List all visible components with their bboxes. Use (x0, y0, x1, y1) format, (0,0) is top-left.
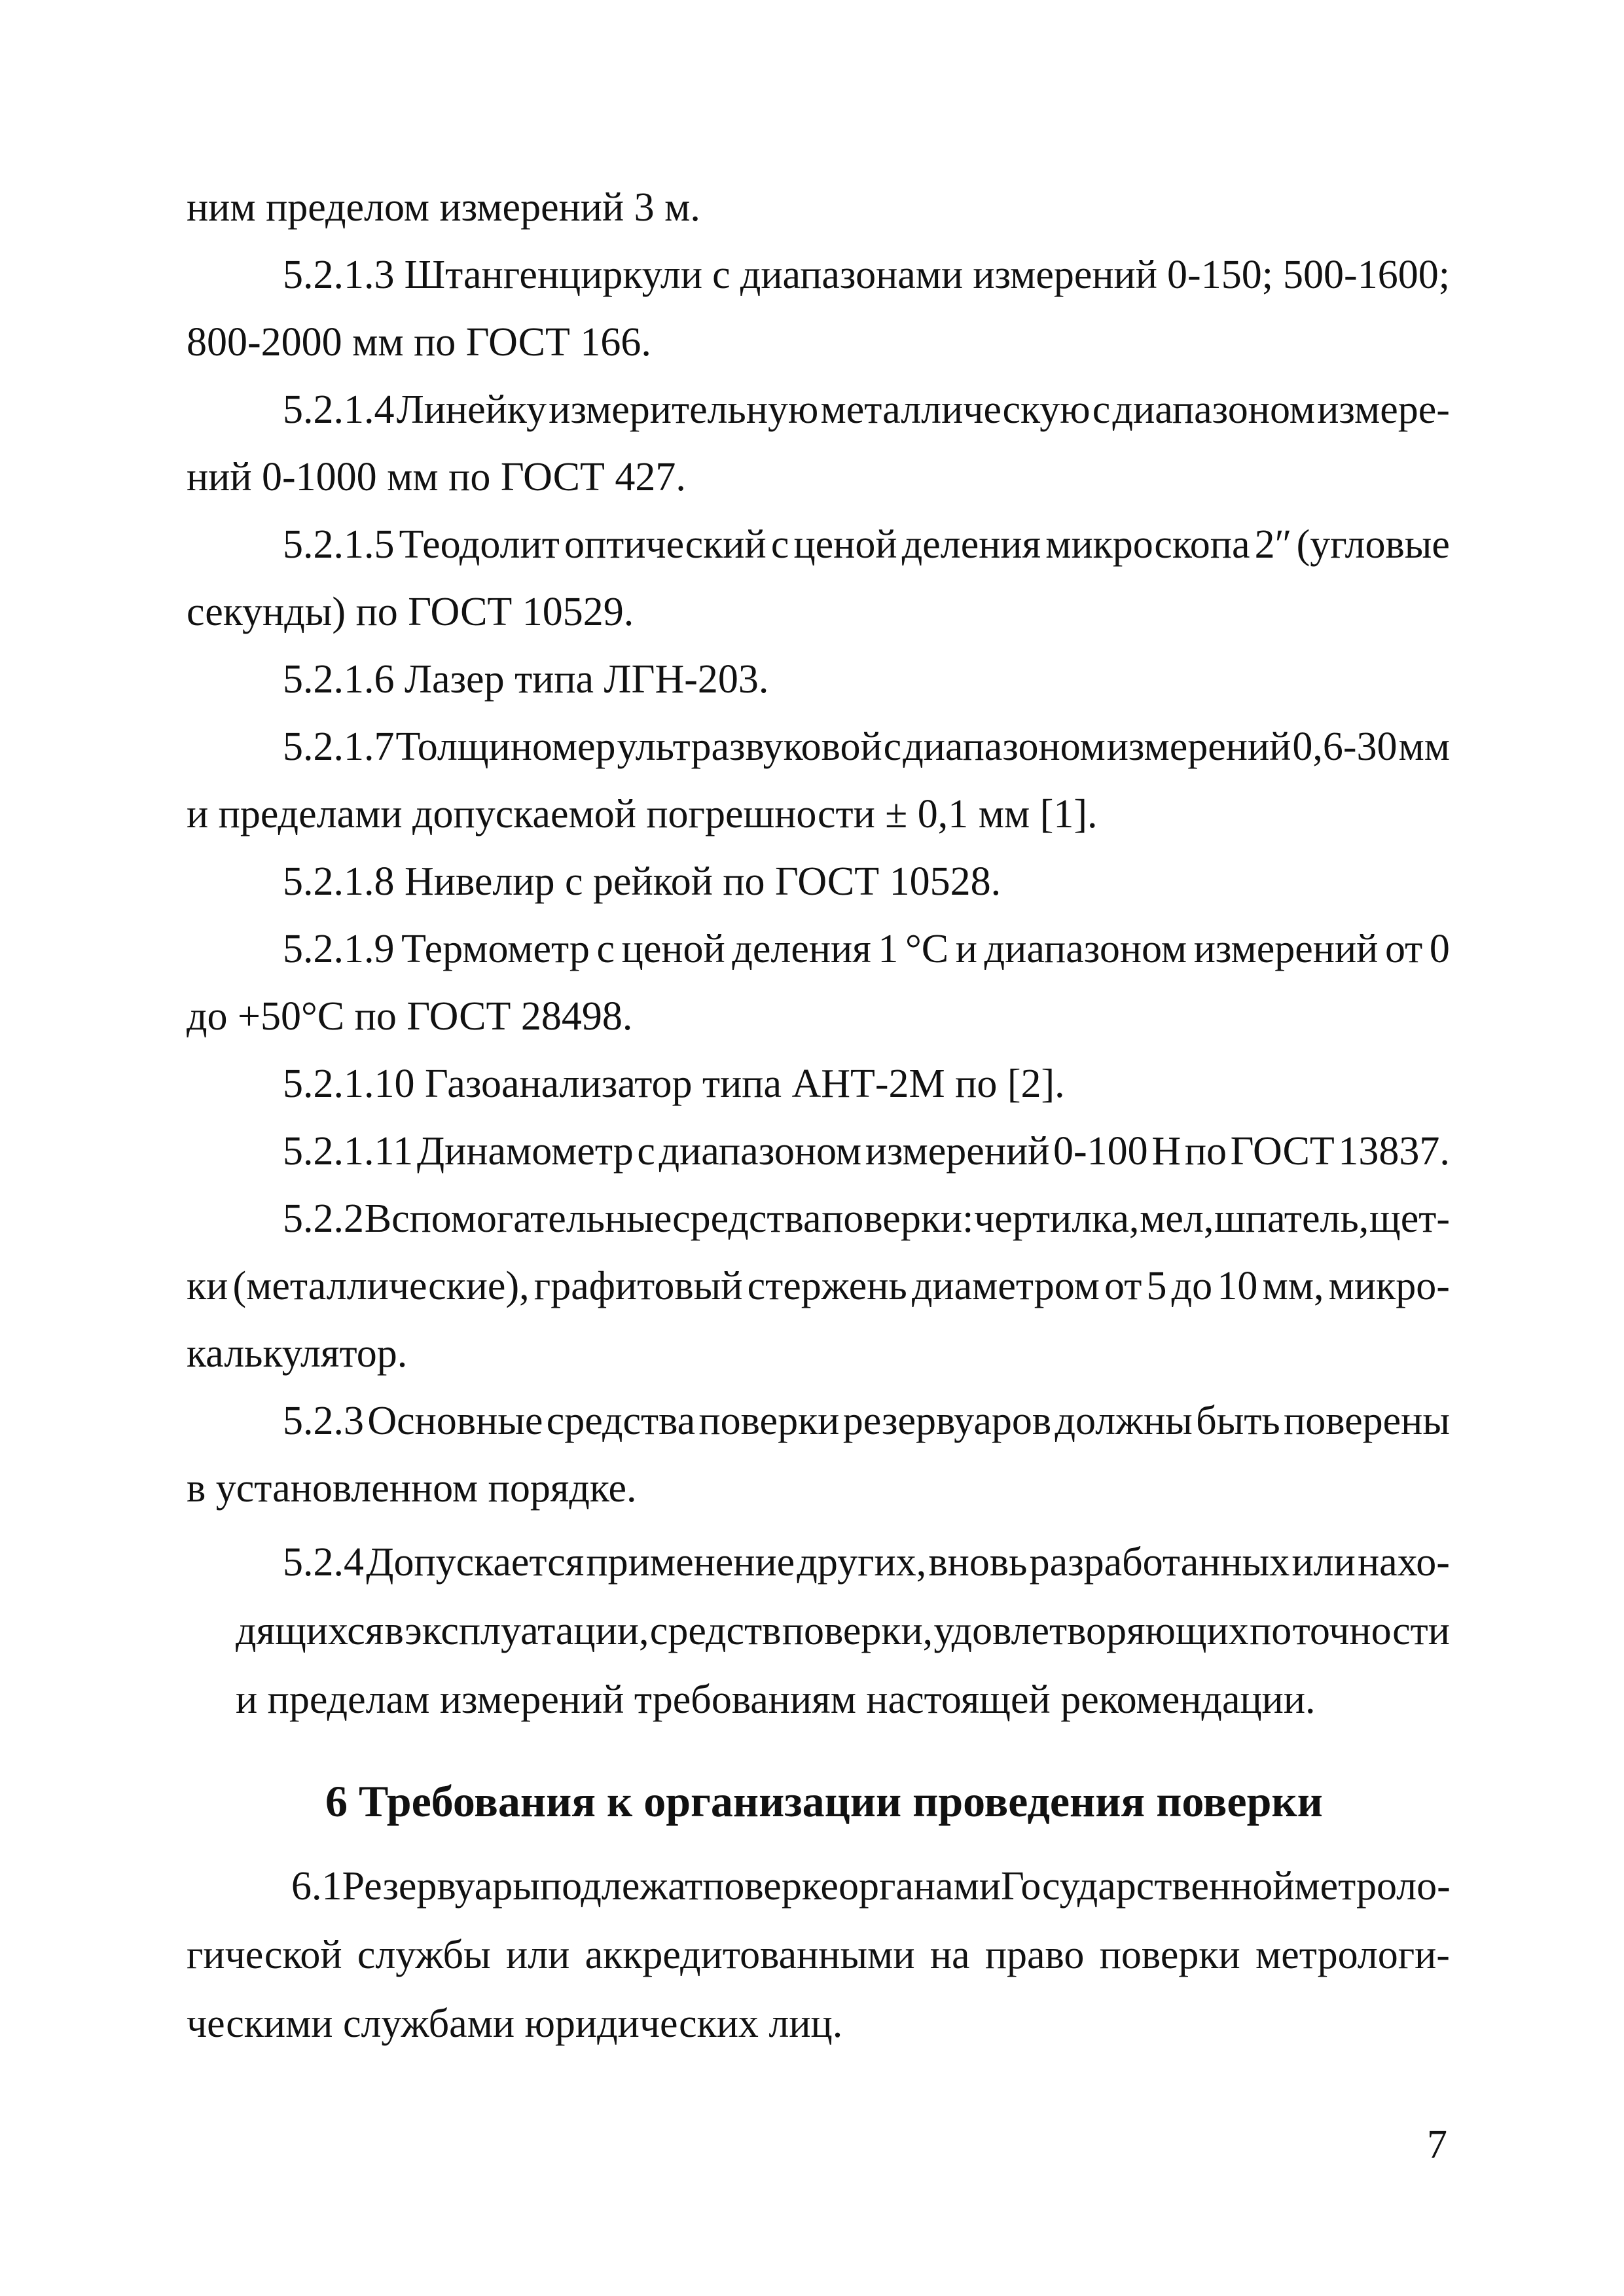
text-line-justified (283, 376, 1450, 444)
word: диаметром (911, 1264, 1100, 1308)
word: от (1104, 1264, 1142, 1308)
word: графитовый (533, 1264, 743, 1308)
word: поверки, (782, 1609, 933, 1653)
word: аккредитованными (585, 1933, 915, 1977)
word: диапазоном (1112, 387, 1316, 432)
word: 0,6-30 (1292, 725, 1398, 769)
word: с (596, 927, 615, 971)
word: 5.2.1.7 (283, 725, 395, 769)
word: 6.1 (291, 1864, 342, 1909)
word: разработанных (1029, 1540, 1290, 1585)
text-line: калькулятор. (187, 1331, 408, 1376)
word: 5.2.2 (283, 1196, 364, 1241)
text-line: секунды) по ГОСТ 10529. (187, 590, 634, 634)
word: гической (187, 1933, 342, 1977)
word: 5.2.1.11 (283, 1129, 414, 1174)
text-line-justified (283, 241, 1450, 310)
text-line-justified (283, 1387, 1450, 1456)
word: метрологи- (1255, 1933, 1450, 1977)
word: 5.2.3 (283, 1399, 364, 1443)
word: Государственной (1001, 1864, 1295, 1909)
word: поверки (1099, 1933, 1240, 1977)
word: дящихся (236, 1609, 384, 1653)
word: диапазонами (740, 253, 964, 297)
word: средств (649, 1609, 782, 1653)
word: 10 (1217, 1264, 1258, 1308)
word: службы (357, 1933, 491, 1977)
word: 0-150; (1167, 253, 1273, 297)
word: поверке (702, 1864, 839, 1909)
word: вновь (928, 1540, 1028, 1585)
text-line: ний 0-1000 мм по ГОСТ 427. (187, 455, 686, 499)
word: мм, (1262, 1264, 1324, 1308)
word: 0 (1429, 927, 1450, 971)
word: точности (1292, 1609, 1450, 1653)
word: в (384, 1609, 404, 1653)
word: 5.2.1.3 (283, 253, 395, 297)
word: с (883, 725, 902, 769)
word: 5.2.4 (283, 1540, 364, 1585)
word: Толщиномер (395, 725, 616, 769)
word: Н (1151, 1129, 1182, 1174)
word: измерительную (549, 387, 819, 432)
word: оптический (564, 522, 767, 567)
text-line-justified (291, 1852, 1450, 1921)
word: мел, (1140, 1196, 1214, 1241)
word: с (770, 522, 789, 567)
word: ценой (793, 522, 897, 567)
word: 5.2.1.4 (283, 387, 395, 432)
word: на (929, 1933, 970, 1977)
word: 0-100 (1053, 1129, 1148, 1174)
word: 2″ (1254, 522, 1292, 567)
word: поверки (698, 1399, 840, 1443)
word: 5.2.1.5 (283, 522, 395, 567)
word: с (637, 1129, 655, 1174)
word: диапазоном (659, 1129, 862, 1174)
word: других, (797, 1540, 927, 1585)
word: от (1384, 927, 1423, 971)
word: чертилка, (974, 1196, 1140, 1241)
word: Динамометр (416, 1129, 634, 1174)
text-line: 5.2.1.10 Газоанализатор типа АНТ-2М по [2]. (283, 1062, 1065, 1106)
word: Вспомогательные (364, 1196, 672, 1241)
word: ценой (621, 927, 725, 971)
word: с (1092, 387, 1111, 432)
word: быть (1196, 1399, 1280, 1443)
section-heading: 6 Требования к организации проведения поверки (325, 1776, 1323, 1826)
text-line: ним пределом измерений 3 м. (187, 185, 700, 230)
text-line-justified (283, 1185, 1450, 1253)
word: измерений (1106, 725, 1291, 769)
word: ультразвуковой (617, 725, 882, 769)
word: по (1184, 1129, 1227, 1174)
text-line: и пределам измерений требованиям настоящей рекомендации. (236, 1677, 1316, 1722)
word: измерений (1193, 927, 1379, 971)
word: резервуаров (842, 1399, 1052, 1443)
text-line-justified (283, 915, 1450, 984)
word: Допускается (366, 1540, 585, 1585)
word: поверены (1284, 1399, 1450, 1443)
word: эксплуатации, (405, 1609, 649, 1653)
text-line: 5.2.1.8 Нивелир с рейкой по ГОСТ 10528. (283, 859, 1001, 904)
word: Термометр (401, 927, 590, 971)
word: применение (586, 1540, 795, 1585)
word: нахо- (1357, 1540, 1450, 1585)
word: °С (905, 927, 949, 971)
word: мм (1398, 725, 1450, 769)
word: диапазоном (903, 725, 1106, 769)
word: измерений (973, 253, 1157, 297)
text-line: и пределами допускаемой погрешности ± 0,1 мм [1]. (187, 792, 1098, 836)
text-line-justified (283, 1117, 1450, 1186)
text-line-justified (283, 511, 1450, 579)
word: 1 (878, 927, 899, 971)
word: поверки: (821, 1196, 974, 1241)
word: диапазоном (984, 927, 1187, 971)
word: до (1171, 1264, 1213, 1308)
word: средства (672, 1196, 821, 1241)
text-line: ческими службами юридических лиц. (187, 2001, 843, 2046)
word: (металлические), (232, 1264, 530, 1308)
word: должны (1055, 1399, 1193, 1443)
text-line: в установленном порядке. (187, 1466, 637, 1511)
word: измерений (865, 1129, 1050, 1174)
word: или (1291, 1540, 1356, 1585)
text-line-justified (236, 1597, 1450, 1666)
word: металлическую (820, 387, 1091, 432)
word: органами (838, 1864, 1001, 1909)
word: и (955, 927, 977, 971)
word: право (984, 1933, 1085, 1977)
word: средства (546, 1399, 696, 1443)
word: Резервуары (342, 1864, 540, 1909)
word: деления (732, 927, 871, 971)
word: 500-1600; (1283, 253, 1450, 297)
word: 5.2.1.9 (283, 927, 395, 971)
text-line: 5.2.1.6 Лазер типа ЛГН-203. (283, 657, 769, 702)
text-line-justified (187, 1252, 1450, 1321)
word: микро- (1328, 1264, 1450, 1308)
word: стержень (747, 1264, 907, 1308)
word: метроло- (1294, 1864, 1451, 1909)
word: Теодолит (399, 522, 560, 567)
word: или (506, 1933, 570, 1977)
text-line-justified (187, 1921, 1450, 1990)
word: (угловые (1296, 522, 1450, 567)
word: по (1250, 1609, 1292, 1653)
text-line: 800-2000 мм по ГОСТ 166. (187, 320, 651, 365)
text-line-justified (283, 1528, 1450, 1597)
word: Основные (367, 1399, 543, 1443)
text-line-justified (283, 713, 1450, 781)
word: Штангенциркули (404, 253, 703, 297)
word: измере- (1317, 387, 1450, 432)
word: 13837. (1338, 1129, 1450, 1174)
word: с (712, 253, 731, 297)
word: микроскопа (1045, 522, 1250, 567)
word: Линейку (396, 387, 547, 432)
word: ки (187, 1264, 228, 1308)
word: подлежат (539, 1864, 703, 1909)
word: щет- (1369, 1196, 1450, 1241)
word: 5 (1146, 1264, 1167, 1308)
text-line: до +50°С по ГОСТ 28498. (187, 994, 633, 1039)
page-number: 7 (1427, 2123, 1447, 2167)
word: деления (901, 522, 1041, 567)
word: удовлетворяющих (933, 1609, 1249, 1653)
word: шпатель, (1214, 1196, 1369, 1241)
word: ГОСТ (1230, 1129, 1335, 1174)
